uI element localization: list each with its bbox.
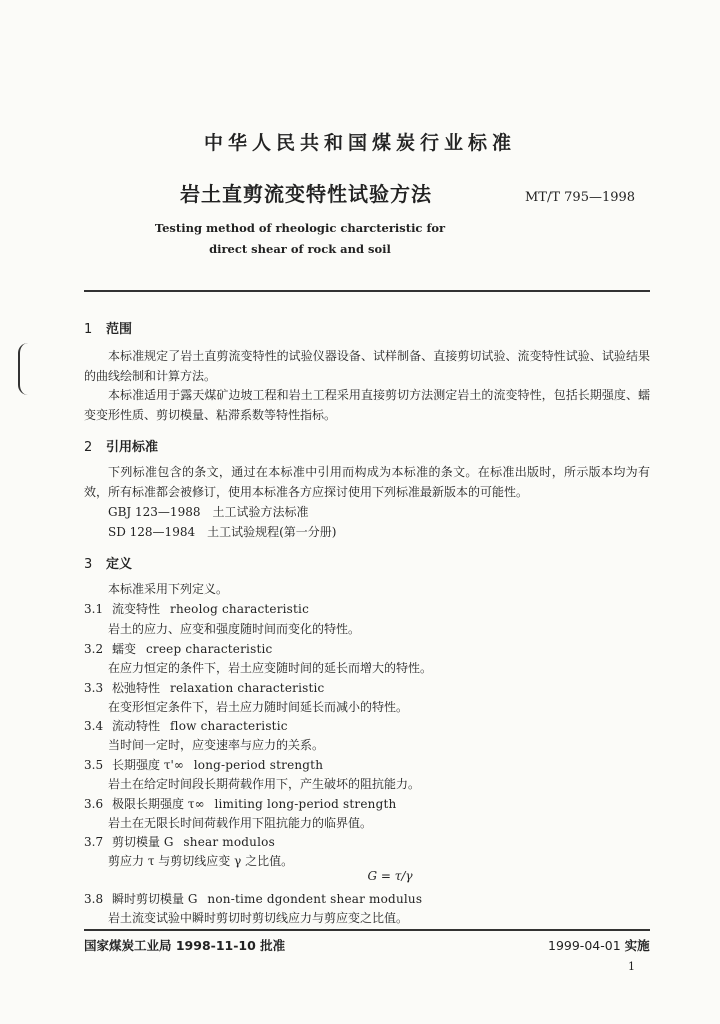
shear-modulus-formula: G = τ/γ <box>367 869 413 883</box>
section-2-para-1: 下列标准包含的条文，通过在本标准中引用而构成为本标准的条文。在标准出版时，所示版本均为有效，所有标准都会被修订，使用本标准各方应探讨使用下列标准最新版本的可能性。 <box>84 465 650 499</box>
implementation-label: 实施 <box>624 938 650 953</box>
definition-3-5-desc: 岩土在给定时间段长期荷载作用下，产生破坏的阻抗能力。 <box>108 777 421 791</box>
standard-code: MT/T 795—1998 <box>525 190 636 205</box>
header-rule <box>84 290 650 292</box>
section-3-heading: 3 定义 <box>84 557 133 572</box>
definition-3-3-heading: 3.3 松弛特性 relaxation characteristic <box>84 681 325 695</box>
definition-3-2-desc: 在应力恒定的条件下，岩土应变随时间的延长而增大的特性。 <box>108 661 433 675</box>
definition-3-8-desc: 岩土流变试验中瞬时剪切时剪切线应力与剪应变之比值。 <box>108 911 409 925</box>
reference-sd-128: SD 128—1984 土工试验规程(第一分册) <box>108 525 337 539</box>
definition-3-1-desc: 岩土的应力、应变和强度随时间而变化的特性。 <box>108 622 361 636</box>
definition-3-3-desc: 在变形恒定条件下，岩土应力随时间延长而减小的特性。 <box>108 700 409 714</box>
standard-title-en-line1: Testing method of rheologic charcteristic for <box>154 221 446 235</box>
definition-3-8-heading: 3.8 瞬时剪切模量 G non-time dgondent shear modulus <box>84 892 423 906</box>
definition-3-1-heading: 3.1 流变特性 rheolog characteristic <box>84 602 310 616</box>
definition-3-5-heading: 3.5 长期强度 τ'∞ long-period strength <box>84 758 324 772</box>
standard-title-en-line2: direct shear of rock and soil <box>209 242 391 256</box>
section-1-heading: 1 范围 <box>84 322 133 337</box>
approval-line: 国家煤炭工业局 1998-11-10 批准 <box>84 938 286 953</box>
definition-3-4-desc: 当时间一定时，应变速率与应力的关系。 <box>108 738 325 752</box>
reference-gbj-123: GBJ 123—1988 土工试验方法标准 <box>108 505 309 519</box>
definition-3-2-heading: 3.2 蠕变 creep characteristic <box>84 642 273 656</box>
definition-3-4-heading: 3.4 流动特性 flow characteristic <box>84 719 288 733</box>
implementation-date: 1999-04-01 <box>548 938 621 953</box>
section-1-para-1: 本标准规定了岩土直剪流变特性的试验仪器设备、试样制备、直接剪切试验、流变特性试验、试验结果的曲线绘制和计算方法。 <box>84 349 650 383</box>
footer-rule <box>84 929 650 931</box>
standard-title-cn: 岩土直剪流变特性试验方法 <box>180 182 432 206</box>
section-1-para-2: 本标准适用于露天煤矿边坡工程和岩土工程采用直接剪切方法测定岩土的流变特性，包括长期强度、蠕变变形性质、剪切模量、粘滞系数等特性指标。 <box>84 388 650 422</box>
issuing-org-title: 中华人民共和国煤炭行业标准 <box>203 132 516 154</box>
definition-3-7-heading: 3.7 剪切模量 G shear modulos <box>84 835 275 849</box>
margin-bracket-mark <box>18 343 28 395</box>
definition-3-7-desc: 剪应力 τ 与剪切线应变 γ 之比值。 <box>108 854 294 868</box>
section-2-heading: 2 引用标准 <box>84 440 159 455</box>
page-number: 1 <box>628 960 635 973</box>
section-3-intro: 本标准采用下列定义。 <box>108 582 229 596</box>
definition-3-6-desc: 岩土在无限长时间荷载作用下阻抗能力的临界值。 <box>108 816 373 830</box>
definition-3-6-heading: 3.6 极限长期强度 τ∞ limiting long-period strength <box>84 797 397 811</box>
implementation-line <box>548 936 650 954</box>
